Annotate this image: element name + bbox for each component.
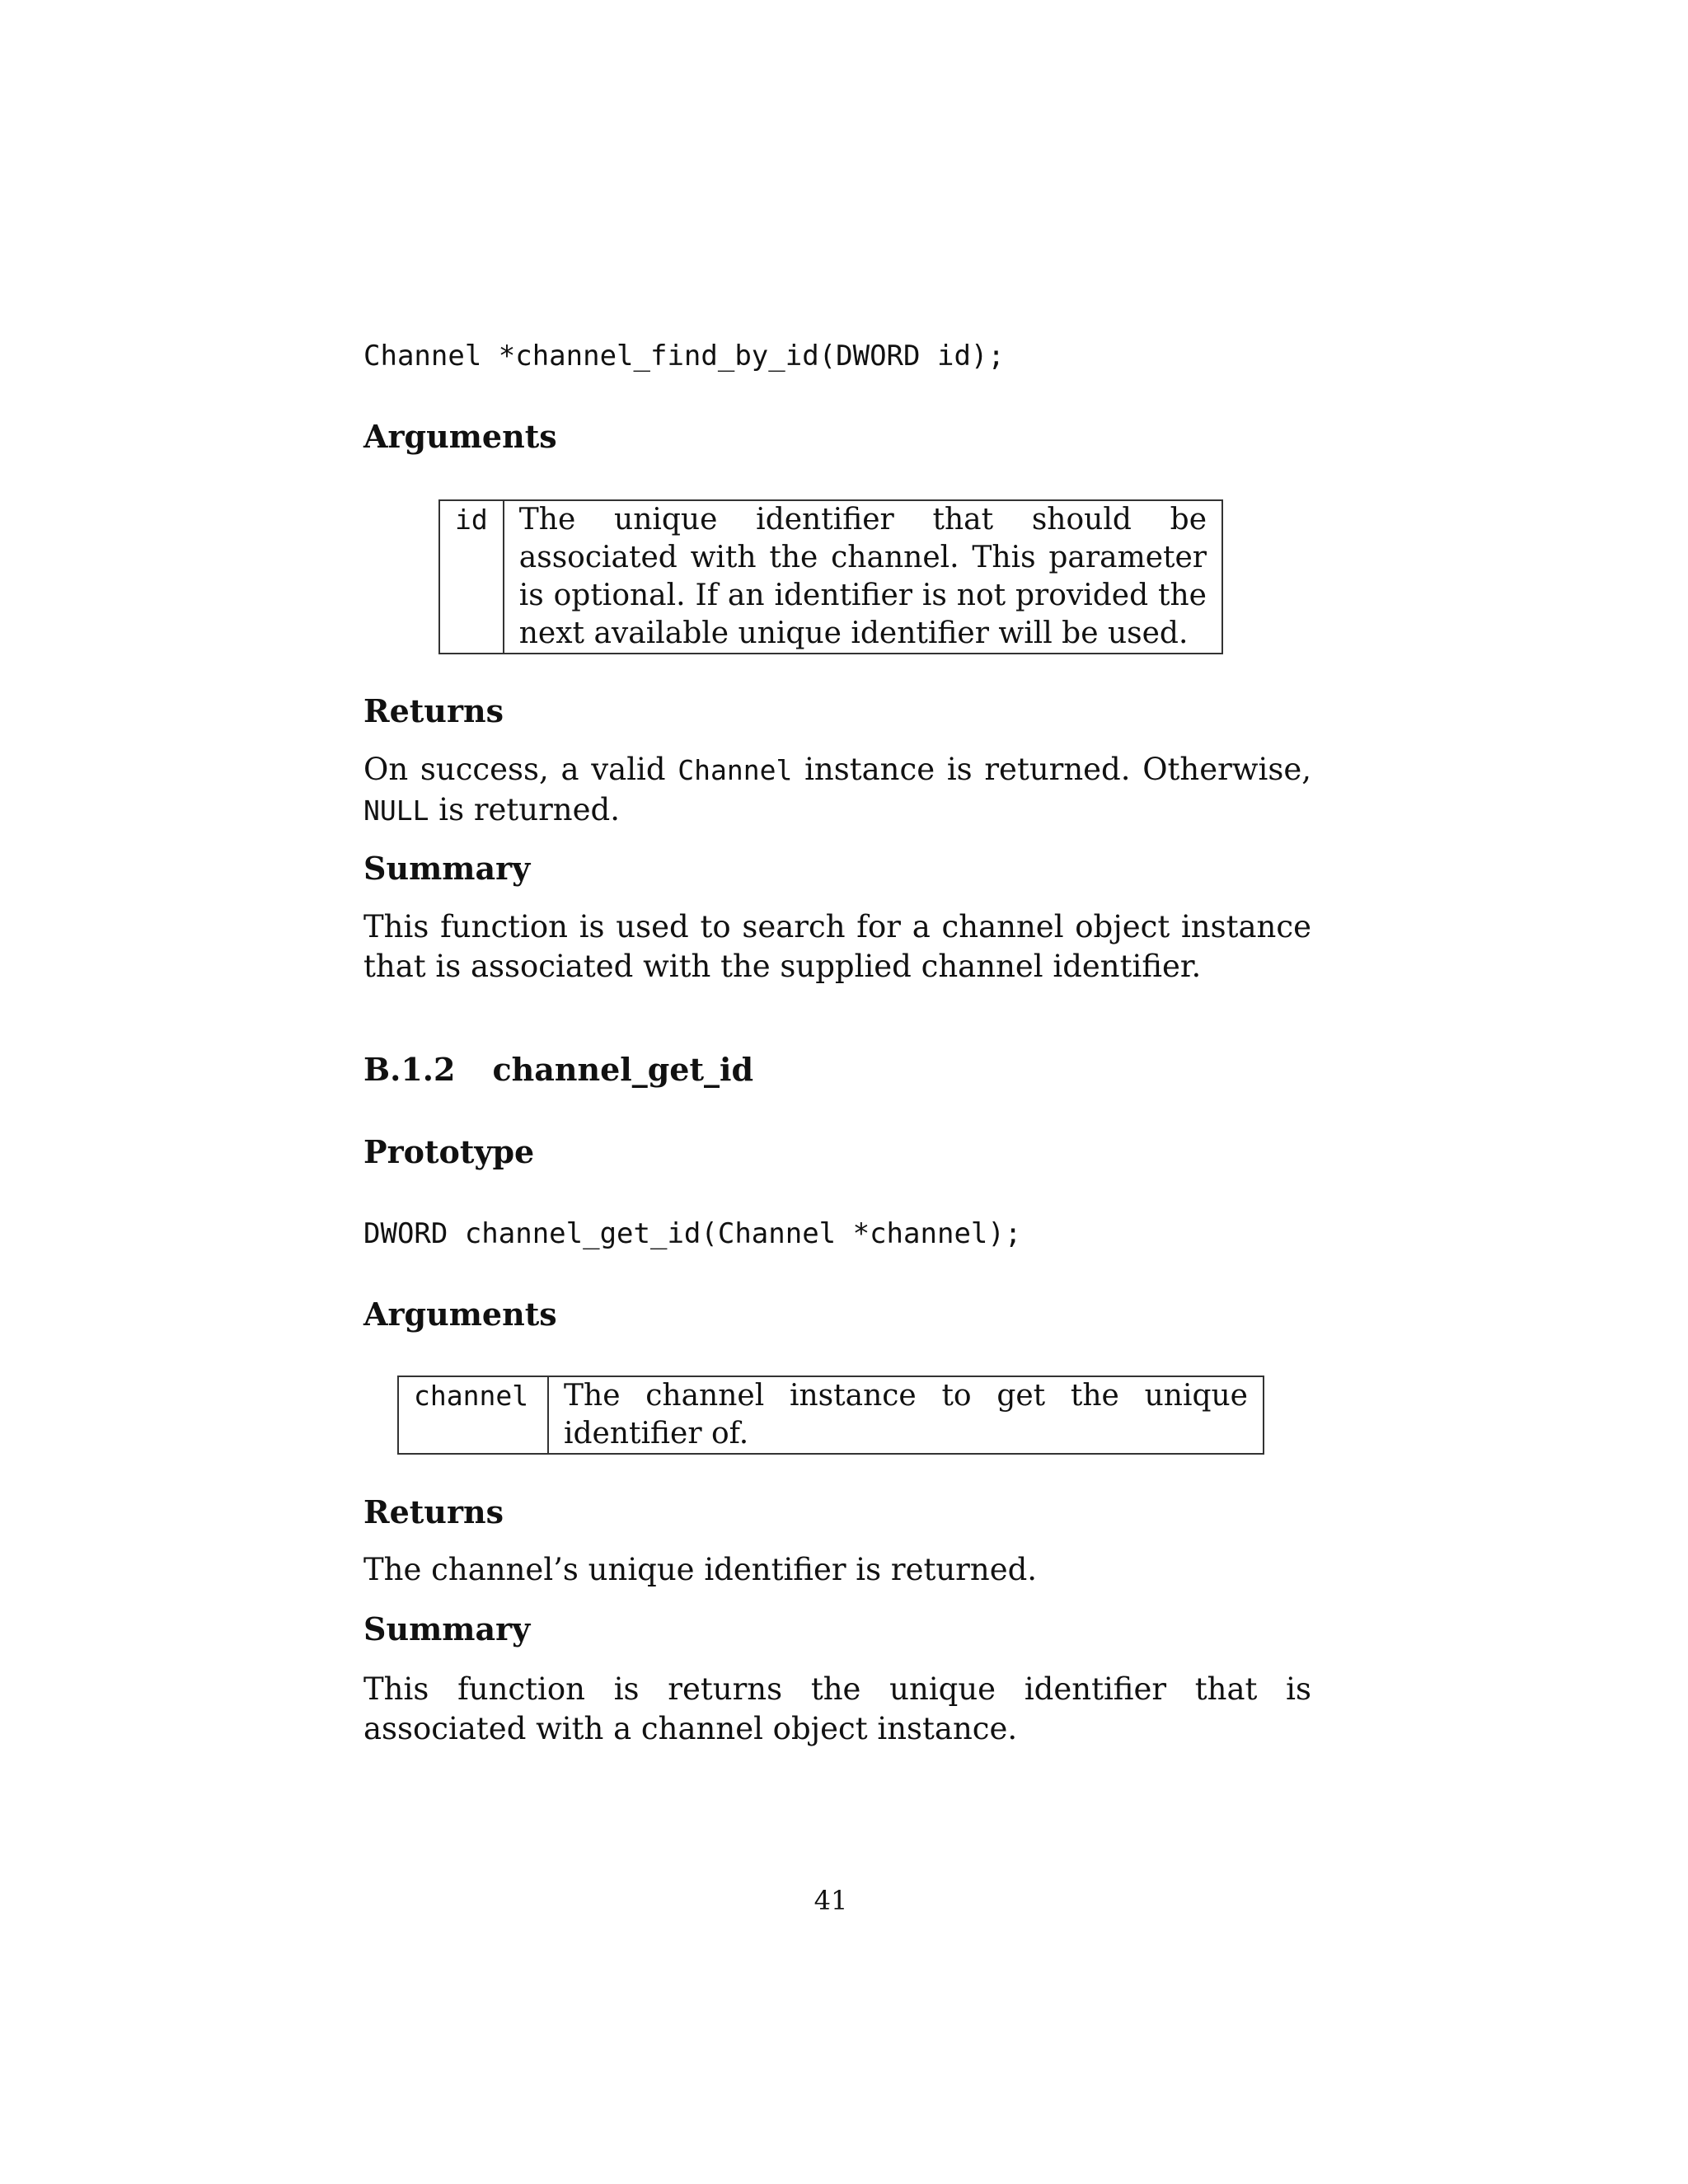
section-number: B.1.2: [363, 1051, 456, 1088]
returns-code-channel: Channel: [678, 754, 793, 786]
argument-name: id: [439, 500, 504, 654]
section-title: [363, 1051, 753, 1089]
prototype-heading: Prototype: [363, 1133, 535, 1170]
section-name: channel_get_id: [492, 1051, 754, 1088]
argument-description: The channel instance to get the unique identifier of.: [548, 1376, 1264, 1454]
prototype-code-find-by-id: Channel *channel_find_by_id(DWORD id);: [363, 340, 1005, 373]
returns-text-suffix: is returned.: [429, 792, 620, 827]
returns-code-null: NULL: [363, 794, 429, 827]
returns-text: The channel’s unique identifier is returned.: [363, 1552, 1038, 1587]
prototype-code-get-id: DWORD channel_get_id(Channel *channel);: [363, 1217, 1022, 1250]
arguments-table-get-id: [397, 1376, 1264, 1455]
arguments-heading: Arguments: [363, 418, 557, 455]
table-row: [398, 1376, 1264, 1454]
arguments-heading: Arguments: [363, 1296, 557, 1333]
returns-heading: Returns: [363, 1493, 504, 1530]
table-row: [439, 500, 1222, 654]
summary-heading: Summary: [363, 850, 531, 887]
page-number: 41: [814, 1885, 848, 1916]
returns-text: [363, 750, 1311, 831]
summary-text: This function is used to search for a channel object instance that is associated with the supplied channel identifier.: [363, 909, 1311, 984]
summary-heading: Summary: [363, 1610, 531, 1647]
returns-text-prefix: On success, a valid: [363, 752, 678, 787]
returns-text-middle: instance is returned. Otherwise,: [792, 752, 1311, 787]
argument-name: channel: [398, 1376, 548, 1454]
summary-text: This function is returns the unique identifier that is associated with a channel object instance.: [363, 1671, 1311, 1746]
argument-description: The unique identifier that should be associated with the channel. This parameter is optional. If an identifier is not provided the next available unique identifier will be used.: [504, 500, 1222, 654]
arguments-table-find-by-id: [438, 499, 1223, 654]
returns-heading: Returns: [363, 692, 504, 729]
